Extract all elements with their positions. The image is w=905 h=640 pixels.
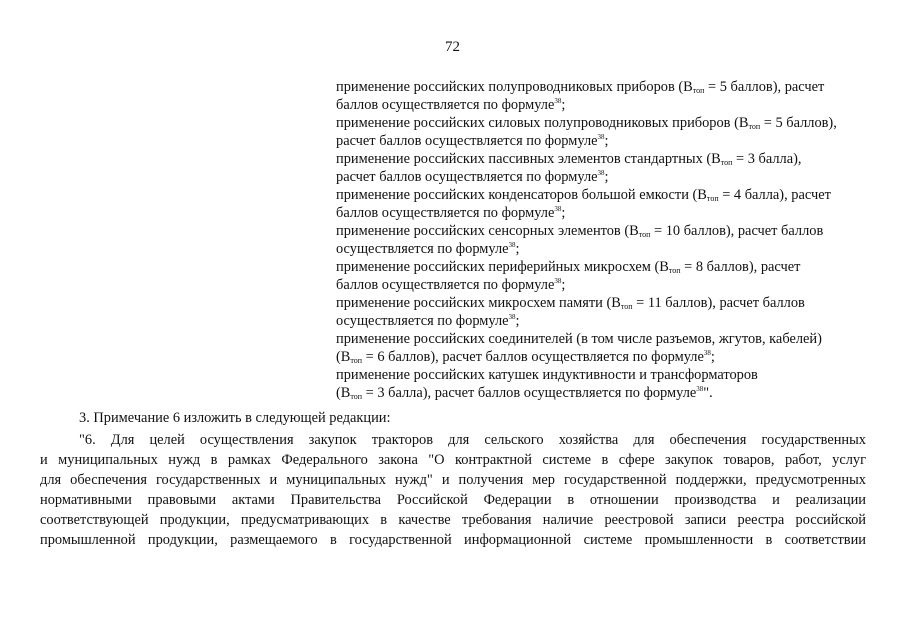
page-number: 72 [445,39,460,55]
text-segment: применение российских сенсорных элементов (В [336,223,639,239]
list-item-line [336,348,876,366]
text-segment: ; [515,313,520,329]
note-6-paragraph [40,430,866,550]
list-item [336,294,876,330]
text-segment: ; [561,97,566,113]
list-item-line [336,222,876,240]
text-segment: применение российских периферийных микросхем (В [336,259,669,275]
text-segment: = 5 баллов), расчет [704,79,825,95]
formula-list [336,78,876,402]
list-item-line [336,294,876,312]
text-segment: = 5 баллов), [760,115,837,131]
subscript: топ [638,230,651,239]
list-item-line [336,150,876,168]
list-item-line [336,276,876,294]
text-segment: = 3 балла), [732,151,802,167]
list-item [336,186,876,222]
footnote-ref: 38 [554,205,562,213]
text-segment: применение российских полупроводниковых приборов (В [336,79,693,95]
list-item-line [336,240,876,258]
subscript: топ [668,266,681,275]
list-item-line [336,312,876,330]
subscript: топ [350,356,363,365]
subscript: топ [720,158,733,167]
list-item [336,258,876,294]
paragraph-line: промышленной продукции, размещаемого в государственной информационной системе промышленности в соответствии [40,532,866,548]
list-item-line [336,384,876,402]
subscript: топ [692,86,705,95]
footnote-ref: 38 [597,133,605,141]
text-segment: ; [604,133,609,149]
list-item-line [336,132,876,150]
text-segment: баллов осуществляется по формуле [336,277,555,293]
subscript: топ [620,302,633,311]
text-segment: осуществляется по формуле [336,241,509,257]
list-item-line [336,258,876,276]
text-segment: = 6 баллов), расчет баллов осуществляется по формуле [362,349,704,365]
list-item-line [336,366,876,384]
text-segment: расчет баллов осуществляется по формуле [336,133,598,149]
list-item-line [336,204,876,222]
paragraph-line: и муниципальных нужд в рамках Федерального закона "О контрактной системе в сфере закупок товаров, работ, услуг [40,452,866,468]
section-heading: 3. Примечание 6 изложить в следующей редакции: [79,410,391,426]
list-item [336,366,876,402]
text-segment: (В [336,349,351,365]
text-segment: ; [515,241,520,257]
text-segment: применение российских пассивных элементов стандартных (В [336,151,721,167]
text-segment: = 4 балла), расчет [718,187,831,203]
footnote-ref: 38 [554,97,562,105]
list-item-line [336,78,876,96]
list-item-line [336,186,876,204]
subscript: топ [350,392,363,401]
footnote-ref: 38 [508,313,516,321]
text-segment: = 3 балла), расчет баллов осуществляется по формуле [362,385,697,401]
text-segment: ; [561,277,566,293]
text-segment: = 8 баллов), расчет [680,259,801,275]
text-segment: применение российских микросхем памяти (В [336,295,621,311]
text-segment: применение российских соединителей (в том числе разъемов, жгутов, кабелей) [336,331,822,347]
text-segment: осуществляется по формуле [336,313,509,329]
subscript: топ [748,122,761,131]
list-item-line [336,168,876,186]
text-segment: = 11 баллов), расчет баллов [632,295,805,311]
text-segment: ; [604,169,609,185]
footnote-ref: 38 [696,385,704,393]
text-segment: ; [561,205,566,221]
text-segment: ; [710,349,715,365]
paragraph-line: для обеспечения государственных и муниципальных нужд" и получения мер государственной поддержки, предусмотренных [40,472,866,488]
footnote-ref: 38 [508,241,516,249]
text-segment: применение российских конденсаторов большой емкости (В [336,187,707,203]
text-segment: баллов осуществляется по формуле [336,97,555,113]
list-item [336,150,876,186]
list-item [336,78,876,114]
text-segment: применение российских силовых полупроводниковых приборов (В [336,115,749,131]
paragraph-line: нормативными правовыми актами Правительства Российской Федерации в отношении производства и реализации [40,492,866,508]
footnote-ref: 38 [554,277,562,285]
list-item-line [336,330,876,348]
list-item-line [336,114,876,132]
subscript: топ [706,194,719,203]
paragraph-line: "6. Для целей осуществления закупок тракторов для сельского хозяйства для обеспечения государственных [79,432,866,448]
footnote-ref: 38 [597,169,605,177]
list-item [336,114,876,150]
footnote-ref: 38 [703,349,711,357]
text-segment: ". [703,385,713,401]
list-item [336,222,876,258]
paragraph-line: соответствующей продукции, предусматривающих в качестве требования наличие реестровой записи реестра российской [40,512,866,528]
text-segment: (В [336,385,351,401]
list-item-line [336,96,876,114]
text-segment: баллов осуществляется по формуле [336,205,555,221]
text-segment: расчет баллов осуществляется по формуле [336,169,598,185]
list-item [336,330,876,366]
text-segment: применение российских катушек индуктивности и трансформаторов [336,367,758,383]
text-segment: = 10 баллов), расчет баллов [650,223,824,239]
